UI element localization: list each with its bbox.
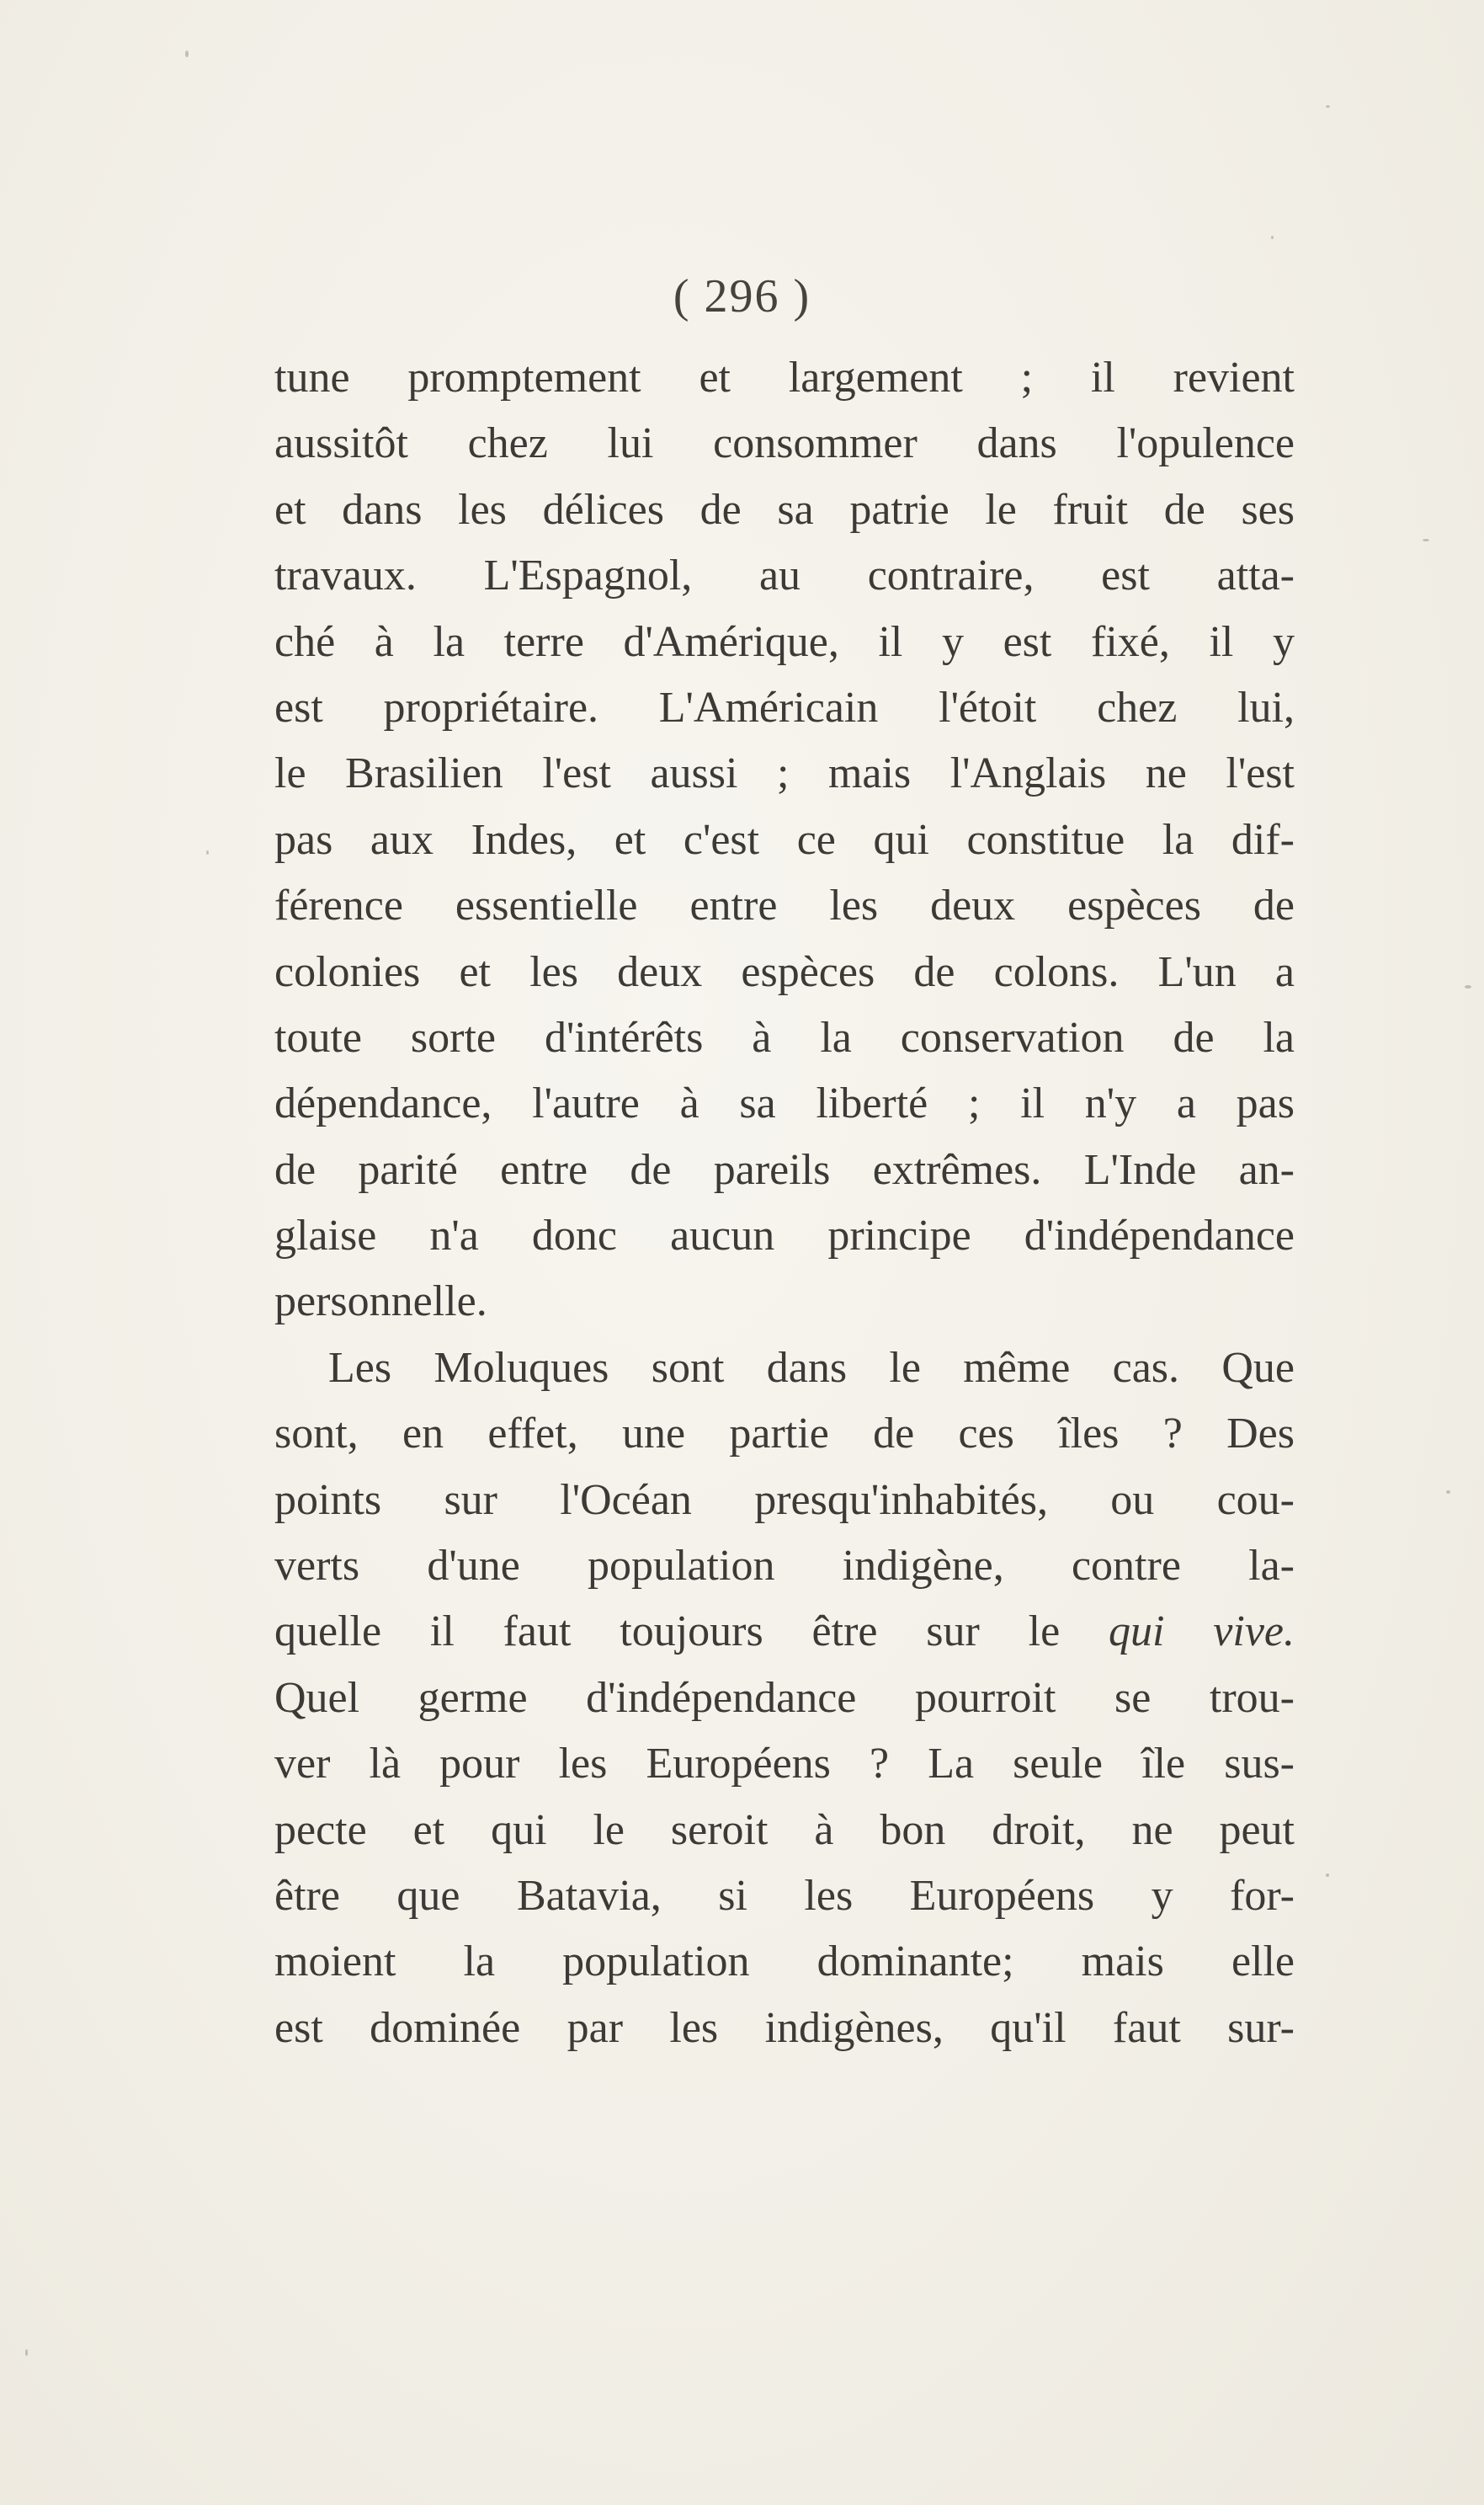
text-line: férence essentielle entre les deux espèces de (274, 882, 1295, 930)
body-text (274, 345, 1295, 2061)
text-line: dépendance, l'autre à sa liberté ; il n'y a pas (274, 1079, 1295, 1128)
text-line: être que Batavia, si les Européens y for- (274, 1871, 1295, 1920)
text-line: points sur l'Océan presqu'inhabités, ou cou- (274, 1475, 1295, 1524)
text-line: est dominée par les indigènes, qu'il faut sur- (274, 2003, 1295, 2052)
paper-speck (1326, 105, 1330, 108)
paper-speck (1446, 1490, 1450, 1494)
text-line: Les Moluques sont dans le même cas. Que (328, 1343, 1295, 1392)
text-line: toute sorte d'intérêts à la conservation de la (274, 1013, 1295, 1062)
paper-speck (1423, 539, 1429, 541)
text-line: et dans les délices de sa patrie le fruit de ses (274, 485, 1295, 534)
text-line: moient la population dominante; mais elle (274, 1937, 1295, 1986)
paper-speck (1271, 236, 1274, 239)
text-line: travaux. L'Espagnol, au contraire, est atta- (274, 552, 1295, 600)
text-line: de parité entre de pareils extrêmes. L'Inde an- (274, 1145, 1295, 1194)
paper-speck (25, 2349, 28, 2356)
paper-speck (206, 850, 209, 855)
paper-speck (1465, 985, 1471, 989)
text-line: tune promptement et largement ; il revient (274, 354, 1295, 402)
text-line: sont, en effet, une partie de ces îles ? Des (274, 1410, 1295, 1458)
text-line: glaise n'a donc aucun principe d'indépendance (274, 1212, 1295, 1260)
paper-speck (185, 51, 189, 57)
text-line: verts d'une population indigène, contre la- (274, 1542, 1295, 1591)
text-segment: quelle il faut toujours être sur le (274, 1607, 1109, 1656)
italic-phrase: qui vive. (1109, 1607, 1295, 1656)
text-line: aussitôt chez lui consommer dans l'opulence (274, 419, 1295, 468)
text-line: ver là pour les Européens ? La seule île sus- (274, 1740, 1295, 1788)
text-line: pecte et qui le seroit à bon droit, ne peut (274, 1805, 1295, 1854)
text-line: personnelle. (274, 1277, 487, 1326)
text-line: ché à la terre d'Amérique, il y est fixé, il y (274, 617, 1295, 666)
text-line: colonies et les deux espèces de colons. L'un a (274, 947, 1295, 996)
text-line: pas aux Indes, et c'est ce qui constitue la dif- (274, 815, 1295, 864)
text-line: Quel germe d'indépendance pourroit se trou- (274, 1673, 1295, 1722)
text-line-with-italic (274, 1599, 1295, 1665)
text-line: le Brasilien l'est aussi ; mais l'Anglais ne l'est (274, 749, 1295, 798)
paper-speck (1326, 1873, 1329, 1877)
page-number: ( 296 ) (673, 270, 811, 322)
text-line: est propriétaire. L'Américain l'étoit chez lui, (274, 683, 1295, 732)
